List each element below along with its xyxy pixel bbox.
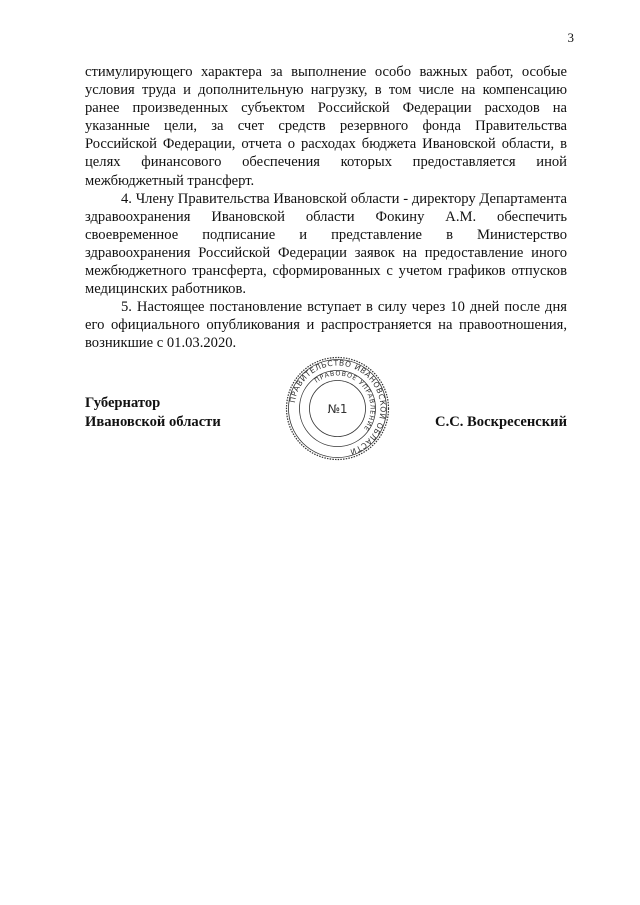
signatory-title-line-2: Ивановской области: [85, 413, 221, 430]
document-body: [85, 63, 567, 353]
stamp-center-text: №1: [327, 402, 348, 416]
stamp-outer-text: ПРАВИТЕЛЬСТВО ИВАНОВСКОЙ ОБЛАСТИ: [287, 358, 388, 457]
signatory-title: [85, 394, 221, 431]
stamp-inner-text: ПРАВОВОЕ УПРАВЛЕНИЕ: [312, 369, 377, 433]
stamp-seal-icon: [285, 356, 390, 461]
page-number: 3: [567, 30, 574, 45]
paragraph-continuation: стимулирующего характера за выполнение особо важных работ, особые условия труда и дополнительную нагрузку, в том числе на компенсацию ранее произведенных субъектом Российской Федерации расходов на указанные цели, за счет средств резервного фонда Правительства Российской Федерации, отчета о расходах бюджета Ивановской области, в целях финансового обеспечения которых предоставляется иной межбюджетный трансферт.: [85, 64, 567, 189]
paragraph-item-4: 4. Члену Правительства Ивановской области - директору Департамента здравоохранения Ивановской области Фокину А.М. обеспечить своевременное подписание и представление в Министерство здравоохранения Российской Федерации заявок на предоставление иного межбюджетного трансферта, сформированных с учетом графиков отпусков медицинских работников.: [85, 190, 567, 298]
signatory-name: С.С. Воскресенский: [435, 413, 567, 430]
signatory-title-line-1: Губернатор: [85, 395, 161, 411]
official-stamp: [285, 356, 390, 461]
paragraph-item-5: 5. Настоящее постановление вступает в силу через 10 дней после дня его официального опубликования и распространяется на правоотношения, возникшие с 01.03.2020.: [85, 299, 567, 352]
